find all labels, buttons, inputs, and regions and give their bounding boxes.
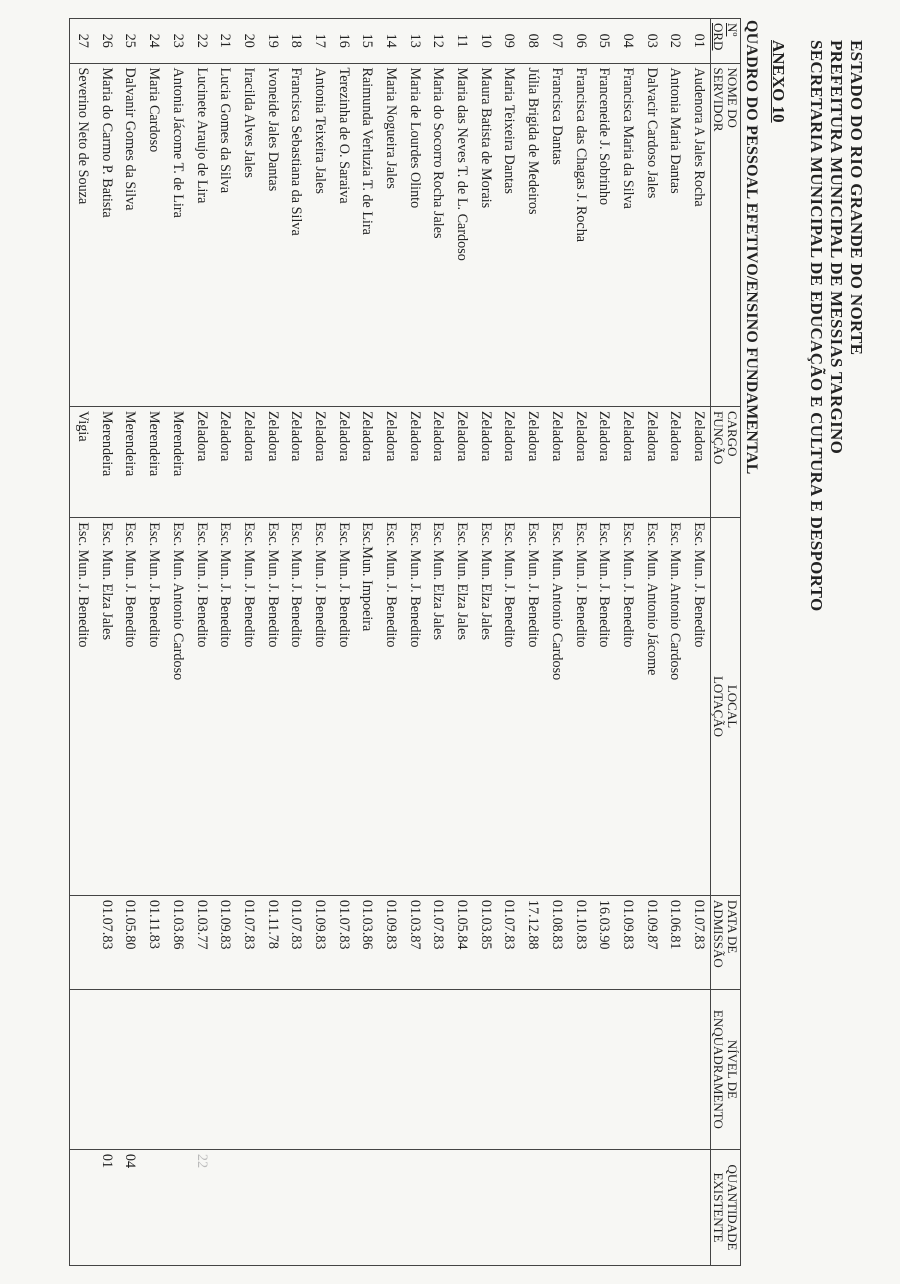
row-admission-date: 01.07.83 bbox=[686, 895, 710, 989]
table-row bbox=[213, 19, 237, 1266]
row-quantity bbox=[639, 1149, 663, 1265]
col-role-line2: FUNÇÃO bbox=[711, 410, 727, 465]
col-qty-line1: QUANTIDADE bbox=[725, 1164, 740, 1251]
row-location: Esc. Mun. Antonio Cardoso bbox=[663, 518, 687, 896]
row-name: Antonia Maria Dantas bbox=[663, 63, 687, 406]
row-level bbox=[592, 989, 616, 1149]
row-location: Esc. Mun. J. Benedito bbox=[213, 518, 237, 896]
table-row bbox=[70, 19, 94, 1266]
row-ord: 11 bbox=[449, 19, 473, 64]
row-role: Zeladora bbox=[355, 406, 379, 517]
row-role: Zeladora bbox=[236, 406, 260, 517]
col-name-header bbox=[711, 63, 741, 406]
header-state: ESTADO DO RIO GRANDE DO NORTE bbox=[847, 40, 866, 356]
row-quantity bbox=[544, 1149, 568, 1265]
row-name: Maria Nogueira Jales bbox=[378, 63, 402, 406]
row-role: Zeladora bbox=[521, 406, 545, 517]
row-level bbox=[236, 989, 260, 1149]
row-ord: 04 bbox=[615, 19, 639, 64]
row-name: Audenora A Jales Rocha bbox=[686, 63, 710, 406]
col-level-header bbox=[711, 989, 741, 1149]
row-level bbox=[142, 989, 166, 1149]
row-quantity: 01 bbox=[94, 1149, 118, 1265]
row-location: Esc. Mun. J. Benedito bbox=[236, 518, 260, 896]
row-level bbox=[260, 989, 284, 1149]
row-admission-date: 01.03.87 bbox=[402, 895, 426, 989]
row-level bbox=[165, 989, 189, 1149]
row-name: Francisca Dantas bbox=[544, 63, 568, 406]
row-name: Lucia Gomes da Silva bbox=[213, 63, 237, 406]
row-ord: 20 bbox=[236, 19, 260, 64]
col-name-line1: NOME DO bbox=[725, 67, 740, 128]
header-row bbox=[711, 19, 741, 1266]
row-quantity bbox=[568, 1149, 592, 1265]
row-name: Antonia Teixeira Jales bbox=[307, 63, 331, 406]
row-level bbox=[94, 989, 118, 1149]
row-admission-date: 01.03.85 bbox=[473, 895, 497, 989]
row-ord: 06 bbox=[568, 19, 592, 64]
col-level-line1: NÍVEL DE bbox=[725, 1039, 740, 1099]
row-name: Dalvacir Cardoso Jales bbox=[639, 63, 663, 406]
row-location: Esc.Mun. Impoeira bbox=[355, 518, 379, 896]
row-level bbox=[70, 989, 94, 1149]
row-quantity bbox=[331, 1149, 355, 1265]
row-name: Maria do Socorro Rocha Jales bbox=[426, 63, 450, 406]
row-quantity bbox=[426, 1149, 450, 1265]
row-location: Esc. Mun. J. Benedito bbox=[615, 518, 639, 896]
col-qty-line2: EXISTENTE bbox=[711, 1172, 727, 1243]
row-location: Esc. Mun. J. Benedito bbox=[592, 518, 616, 896]
row-admission-date: 01.06.81 bbox=[663, 895, 687, 989]
row-location: Esc. Mun. J. Benedito bbox=[284, 518, 308, 896]
row-ord: 21 bbox=[213, 19, 237, 64]
row-quantity: 04 bbox=[118, 1149, 142, 1265]
row-location: Esc. Mun. J. Benedito bbox=[568, 518, 592, 896]
table-row bbox=[260, 19, 284, 1266]
col-ord-header bbox=[711, 19, 741, 64]
row-role: Zeladora bbox=[189, 406, 213, 517]
row-role: Zeladora bbox=[378, 406, 402, 517]
row-admission-date: 01.05.80 bbox=[118, 895, 142, 989]
row-ord: 19 bbox=[260, 19, 284, 64]
row-role: Zeladora bbox=[449, 406, 473, 517]
header-secretariat: SECRETARIA MUNICIPAL DE EDUCAÇÃO E CULTURA E DESPORTO bbox=[807, 40, 826, 612]
row-name: Iracilda Alves Jales bbox=[236, 63, 260, 406]
row-level bbox=[449, 989, 473, 1149]
row-role: Zeladora bbox=[497, 406, 521, 517]
row-quantity: 22 bbox=[189, 1149, 213, 1265]
table-row bbox=[189, 19, 213, 1266]
row-quantity bbox=[378, 1149, 402, 1265]
table-row bbox=[521, 19, 545, 1266]
row-name: Maria Teixeira Dantas bbox=[497, 63, 521, 406]
table-title: QUADRO DO PESSOAL EFETIVO/ENSINO FUNDAMENTAL bbox=[743, 20, 760, 475]
row-level bbox=[402, 989, 426, 1149]
row-level bbox=[663, 989, 687, 1149]
row-admission-date: 01.09.83 bbox=[213, 895, 237, 989]
col-ord-line2: ORD bbox=[711, 23, 727, 51]
table-body bbox=[70, 19, 711, 1266]
row-role: Zeladora bbox=[331, 406, 355, 517]
row-name: Maria Cardoso bbox=[142, 63, 166, 406]
row-location: Esc. Mun. J. Benedito bbox=[260, 518, 284, 896]
row-role: Merendeira bbox=[165, 406, 189, 517]
row-ord: 12 bbox=[426, 19, 450, 64]
row-ord: 24 bbox=[142, 19, 166, 64]
row-ord: 05 bbox=[592, 19, 616, 64]
row-admission-date: 01.03.86 bbox=[355, 895, 379, 989]
table-row bbox=[118, 19, 142, 1266]
row-ord: 22 bbox=[189, 19, 213, 64]
row-name: Terezinha de O. Saraiva bbox=[331, 63, 355, 406]
row-role: Vigia bbox=[70, 406, 94, 517]
row-ord: 17 bbox=[307, 19, 331, 64]
table-row bbox=[449, 19, 473, 1266]
row-location: Esc. Mun. J. Benedito bbox=[378, 518, 402, 896]
row-level bbox=[521, 989, 545, 1149]
row-ord: 18 bbox=[284, 19, 308, 64]
row-admission-date: 01.10.83 bbox=[568, 895, 592, 989]
row-level bbox=[615, 989, 639, 1149]
row-location: Esc. Mun. J. Benedito bbox=[331, 518, 355, 896]
table-row bbox=[568, 19, 592, 1266]
row-level bbox=[118, 989, 142, 1149]
table-row bbox=[142, 19, 166, 1266]
row-admission-date: 01.11.78 bbox=[260, 895, 284, 989]
row-level bbox=[189, 989, 213, 1149]
row-ord: 09 bbox=[497, 19, 521, 64]
row-quantity bbox=[307, 1149, 331, 1265]
row-ord: 15 bbox=[355, 19, 379, 64]
row-level bbox=[544, 989, 568, 1149]
row-ord: 13 bbox=[402, 19, 426, 64]
row-name: Lucinete Araujo de Lira bbox=[189, 63, 213, 406]
row-level bbox=[307, 989, 331, 1149]
table-row bbox=[165, 19, 189, 1266]
row-quantity bbox=[686, 1149, 710, 1265]
row-location: Esc. Mun. Antonio Cardoso bbox=[165, 518, 189, 896]
row-location: Esc. Mun. Elza Jales bbox=[449, 518, 473, 896]
row-admission-date bbox=[70, 895, 94, 989]
table-row bbox=[402, 19, 426, 1266]
row-admission-date: 01.11.83 bbox=[142, 895, 166, 989]
row-ord: 01 bbox=[686, 19, 710, 64]
row-quantity bbox=[521, 1149, 545, 1265]
row-level bbox=[686, 989, 710, 1149]
row-role: Zeladora bbox=[615, 406, 639, 517]
row-quantity bbox=[213, 1149, 237, 1265]
row-name: Raimunda Verluzia T. de Lira bbox=[355, 63, 379, 406]
table-row bbox=[686, 19, 710, 1266]
row-role: Zeladora bbox=[213, 406, 237, 517]
row-ord: 25 bbox=[118, 19, 142, 64]
row-level bbox=[473, 989, 497, 1149]
row-role: Merendeira bbox=[118, 406, 142, 517]
row-quantity bbox=[236, 1149, 260, 1265]
col-role-line1: CARGO bbox=[725, 410, 740, 457]
row-admission-date: 01.03.86 bbox=[165, 895, 189, 989]
row-admission-date: 16.03.90 bbox=[592, 895, 616, 989]
row-level bbox=[568, 989, 592, 1149]
row-role: Zeladora bbox=[426, 406, 450, 517]
row-name: Franceneide J. Sobrinho bbox=[592, 63, 616, 406]
row-role: Zeladora bbox=[284, 406, 308, 517]
annex-label: ANEXO 10 bbox=[769, 40, 788, 123]
row-quantity bbox=[142, 1149, 166, 1265]
row-role: Zeladora bbox=[686, 406, 710, 517]
row-quantity bbox=[449, 1149, 473, 1265]
row-level bbox=[331, 989, 355, 1149]
row-quantity bbox=[284, 1149, 308, 1265]
row-ord: 10 bbox=[473, 19, 497, 64]
row-role: Zeladora bbox=[544, 406, 568, 517]
row-location: Esc. Mun. J. Benedito bbox=[118, 518, 142, 896]
row-quantity bbox=[473, 1149, 497, 1265]
row-level bbox=[355, 989, 379, 1149]
row-location: Esc. Mun. Elza Jales bbox=[94, 518, 118, 896]
table-row bbox=[426, 19, 450, 1266]
row-location: Esc. Mun. Elza Jales bbox=[426, 518, 450, 896]
row-quantity bbox=[615, 1149, 639, 1265]
row-name: Francisca Maria da Silva bbox=[615, 63, 639, 406]
row-quantity bbox=[592, 1149, 616, 1265]
row-admission-date: 01.09.83 bbox=[378, 895, 402, 989]
row-quantity bbox=[260, 1149, 284, 1265]
row-role: Zeladora bbox=[260, 406, 284, 517]
row-quantity bbox=[165, 1149, 189, 1265]
row-location: Esc. Mun. J. Benedito bbox=[70, 518, 94, 896]
row-level bbox=[378, 989, 402, 1149]
row-location: Esc. Mun. J. Benedito bbox=[497, 518, 521, 896]
table-row bbox=[331, 19, 355, 1266]
table-row bbox=[236, 19, 260, 1266]
row-admission-date: 01.07.83 bbox=[331, 895, 355, 989]
staff-table bbox=[69, 18, 741, 1266]
row-quantity bbox=[663, 1149, 687, 1265]
row-name: Dalvanir Gomes da Silva bbox=[118, 63, 142, 406]
row-admission-date: 01.07.83 bbox=[284, 895, 308, 989]
row-location: Esc. Mun. J. Benedito bbox=[686, 518, 710, 896]
row-location: Esc. Mun. Antonio Cardoso bbox=[544, 518, 568, 896]
table-row bbox=[284, 19, 308, 1266]
row-ord: 14 bbox=[378, 19, 402, 64]
col-location-header bbox=[711, 518, 741, 896]
row-location: Esc. Mun. J. Benedito bbox=[521, 518, 545, 896]
col-date-header bbox=[711, 895, 741, 989]
table-row bbox=[544, 19, 568, 1266]
table-row bbox=[378, 19, 402, 1266]
row-role: Merendeira bbox=[94, 406, 118, 517]
row-admission-date: 01.05.84 bbox=[449, 895, 473, 989]
row-name: Severino Neto de Souza bbox=[70, 63, 94, 406]
table-row bbox=[355, 19, 379, 1266]
row-level bbox=[426, 989, 450, 1149]
row-level bbox=[284, 989, 308, 1149]
col-name-line2: SERVIDOR bbox=[711, 67, 727, 132]
row-admission-date: 01.07.83 bbox=[497, 895, 521, 989]
header-city-hall: PREFEITURA MUNICIPAL DE MESSIAS TARGINO bbox=[827, 40, 846, 455]
row-location: Esc. Mun. Elza Jales bbox=[473, 518, 497, 896]
row-role: Zeladora bbox=[307, 406, 331, 517]
row-ord: 23 bbox=[165, 19, 189, 64]
table-row bbox=[94, 19, 118, 1266]
row-ord: 03 bbox=[639, 19, 663, 64]
row-location: Esc. Mun. J. Benedito bbox=[402, 518, 426, 896]
row-role: Zeladora bbox=[473, 406, 497, 517]
row-admission-date: 01.03.77 bbox=[189, 895, 213, 989]
row-level bbox=[639, 989, 663, 1149]
row-quantity bbox=[70, 1149, 94, 1265]
row-name: Maria do Carmo P. Batista bbox=[94, 63, 118, 406]
table-row bbox=[592, 19, 616, 1266]
col-qty-header bbox=[711, 1149, 741, 1265]
col-level-line2: ENQUADRAMENTO bbox=[711, 1009, 727, 1129]
table-header bbox=[711, 19, 741, 1266]
col-ord-line1: Nº bbox=[725, 23, 740, 37]
row-ord: 07 bbox=[544, 19, 568, 64]
row-role: Merendeira bbox=[142, 406, 166, 517]
row-ord: 08 bbox=[521, 19, 545, 64]
col-date-line1: DATA DE bbox=[725, 899, 740, 954]
row-quantity bbox=[355, 1149, 379, 1265]
row-admission-date: 01.08.83 bbox=[544, 895, 568, 989]
row-role: Zeladora bbox=[402, 406, 426, 517]
row-role: Zeladora bbox=[663, 406, 687, 517]
row-quantity bbox=[497, 1149, 521, 1265]
row-name: Júlia Brigida de Medeiros bbox=[521, 63, 545, 406]
col-role-header bbox=[711, 406, 741, 517]
table-row bbox=[497, 19, 521, 1266]
row-location: Esc. Mun. J. Benedito bbox=[189, 518, 213, 896]
table-row bbox=[615, 19, 639, 1266]
table-row bbox=[639, 19, 663, 1266]
col-location-line2: LOTAÇÃO bbox=[711, 675, 727, 738]
row-quantity bbox=[402, 1149, 426, 1265]
row-role: Zeladora bbox=[592, 406, 616, 517]
row-admission-date: 17.12.88 bbox=[521, 895, 545, 989]
row-ord: 02 bbox=[663, 19, 687, 64]
row-admission-date: 01.07.83 bbox=[426, 895, 450, 989]
row-name: Maria das Neves T. de L. Cardoso bbox=[449, 63, 473, 406]
row-ord: 16 bbox=[331, 19, 355, 64]
row-name: Antonia Jácome T. de Lira bbox=[165, 63, 189, 406]
row-name: Maria de Lourdes Olinto bbox=[402, 63, 426, 406]
row-name: Ivoneide Jales Dantas bbox=[260, 63, 284, 406]
row-name: Francisca Sebastiana da Silva bbox=[284, 63, 308, 406]
table-row bbox=[473, 19, 497, 1266]
col-date-line2: ADMISSÃO bbox=[711, 899, 727, 968]
row-ord: 27 bbox=[70, 19, 94, 64]
row-location: Esc. Mun. J. Benedito bbox=[142, 518, 166, 896]
row-level bbox=[213, 989, 237, 1149]
row-location: Esc. Mun. J. Benedito bbox=[307, 518, 331, 896]
col-location-line1: LOCAL bbox=[725, 684, 740, 729]
row-ord: 26 bbox=[94, 19, 118, 64]
row-admission-date: 01.09.83 bbox=[615, 895, 639, 989]
row-level bbox=[497, 989, 521, 1149]
row-role: Zeladora bbox=[639, 406, 663, 517]
table-row bbox=[663, 19, 687, 1266]
row-name: Maura Batista de Morais bbox=[473, 63, 497, 406]
row-admission-date: 01.07.83 bbox=[236, 895, 260, 989]
row-role: Zeladora bbox=[568, 406, 592, 517]
row-name: Francisca das Chagas J. Rocha bbox=[568, 63, 592, 406]
row-admission-date: 01.09.83 bbox=[307, 895, 331, 989]
row-admission-date: 01.09.87 bbox=[639, 895, 663, 989]
row-admission-date: 01.07.83 bbox=[94, 895, 118, 989]
table-row bbox=[307, 19, 331, 1266]
row-location: Esc. Mun. Antonio Jácome bbox=[639, 518, 663, 896]
